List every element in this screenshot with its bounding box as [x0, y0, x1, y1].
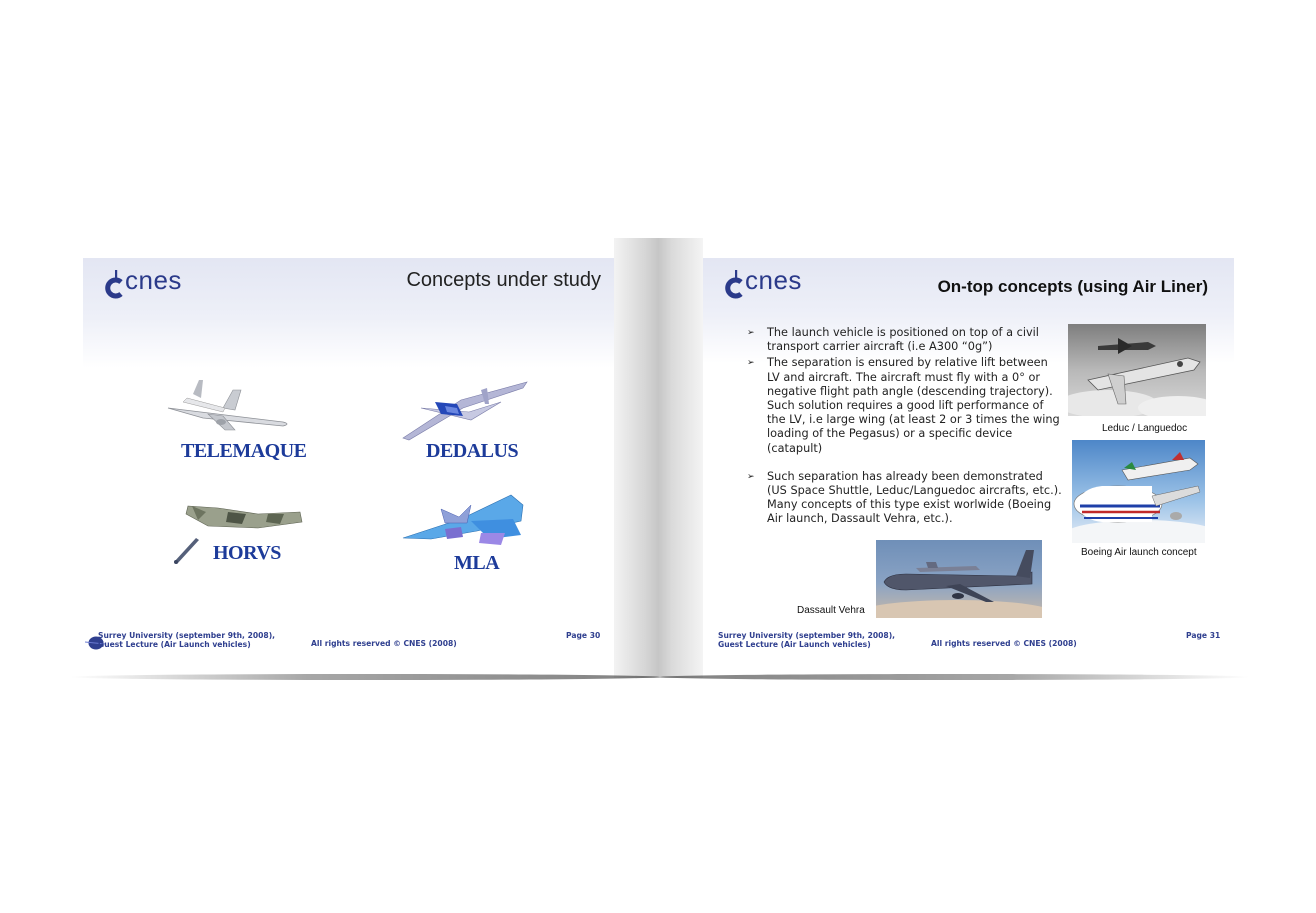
footer-rights: All rights reserved © CNES (2008) — [931, 639, 1077, 648]
bullet-text: The launch vehicle is positioned on top of a civil transport carrier aircraft (i.e A300 “0g”) — [767, 326, 1039, 354]
concept-label-telemaque: TELEMAQUE — [181, 440, 307, 462]
right-page — [703, 258, 1234, 658]
leduc-languedoc-photo — [1068, 324, 1206, 416]
concept-label-dedalus: DEDALUS — [426, 440, 519, 462]
concept-label-horvs: HORVS — [213, 542, 281, 564]
cnes-logo — [105, 265, 205, 300]
arrow-bullet-icon: ➢ — [747, 328, 755, 338]
caption-dassault: Dassault Vehra — [797, 605, 865, 616]
bullet-item — [743, 470, 1063, 527]
concept-label-mla: MLA — [454, 552, 500, 574]
page-title: On-top concepts (using Air Liner) — [937, 277, 1208, 296]
arrow-bullet-icon: ➢ — [747, 358, 755, 369]
cnes-logo — [725, 265, 825, 300]
footer-event-line2: Guest Lecture (Air Launch vehicles) — [98, 640, 251, 649]
page-title: Concepts under study — [406, 269, 601, 291]
boeing-air-launch-photo — [1072, 440, 1205, 543]
mla-aircraft-image — [401, 493, 526, 548]
page-shadow-right — [660, 674, 1250, 680]
bullet-text: Such separation has already been demonstrated (US Space Shuttle, Leduc/Languedoc aircrafts, etc.). Many concepts of this type exist worlwide (Boeing Air launch, Dassault Vehra, etc.). — [767, 469, 1062, 526]
footer-event-line2: Guest Lecture (Air Launch vehicles) — [718, 640, 871, 649]
bullet-item — [743, 326, 1063, 354]
footer-rights: All rights reserved © CNES (2008) — [311, 639, 457, 648]
arrow-bullet-icon: ➢ — [747, 471, 755, 482]
page-shadow-left — [70, 674, 660, 680]
logo-text: cnes — [745, 265, 802, 295]
dedalus-aircraft-image — [401, 380, 529, 442]
footer-event-line1: Surrey University (september 9th, 2008), — [718, 631, 896, 640]
logo-text: cnes — [125, 265, 182, 295]
footer-event — [718, 631, 895, 649]
footer-event-line1: Surrey University (september 9th, 2008), — [98, 631, 276, 640]
bullet-item — [743, 356, 1063, 455]
caption-boeing: Boeing Air launch concept — [1081, 547, 1197, 558]
footer-page-number: Page 30 — [566, 631, 601, 640]
bullet-list — [743, 326, 1063, 529]
caption-leduc: Leduc / Languedoc — [1102, 423, 1188, 434]
cnes-logo-mark-icon — [725, 268, 747, 300]
footer-page-number: Page 31 — [1186, 631, 1221, 640]
dassault-vehra-photo — [876, 540, 1042, 618]
left-page — [83, 258, 614, 658]
cnes-logo-mark-icon — [105, 268, 127, 300]
bullet-text: The separation is ensured by relative lift between LV and aircraft. The aircraft must fly with a 0° or negative flight path angle (descending trajectory). Such solution requires a good lift performance of the LV, i.e large wing (at least 2 or 3 times the wing loading of the Pegasus) or a specific device (catapult) — [767, 356, 1060, 455]
book-spine — [614, 238, 703, 678]
telemaque-aircraft-image — [163, 378, 293, 433]
footer-event — [98, 631, 275, 649]
